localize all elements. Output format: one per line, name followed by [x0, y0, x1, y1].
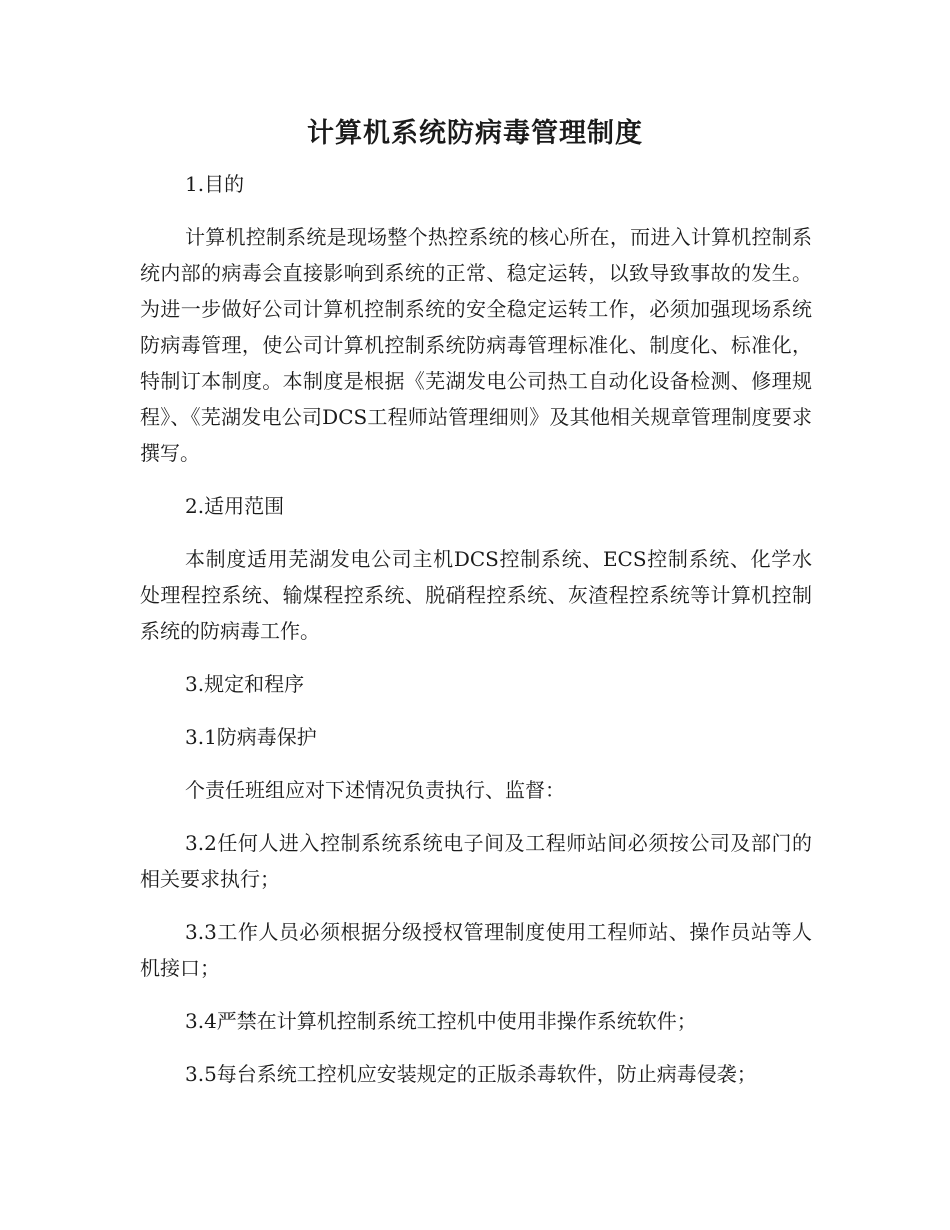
section-heading-rules: 3.规定和程序 — [185, 672, 305, 696]
section-heading-purpose: 1.目的 — [185, 172, 245, 196]
document-title: 计算机系统防病毒管理制度 — [307, 118, 643, 149]
section-heading-scope: 2.适用范围 — [185, 494, 285, 518]
paragraph-rule-3-3: 3.3工作人员必须根据分级授权管理制度使用工程师站、操作员站等人机接口； — [140, 920, 812, 980]
paragraph-purpose-body: 计算机控制系统是现场整个热控系统的核心所在，而进入计算机控制系统内部的病毒会直接影响到系统的正常、稳定运转，以致导致事故的发生。为进一步做好公司计算机控制系统的安全稳定运转工作，必须加强现场系统防病毒管理，使公司计算机控制系统防病毒管理标准化、制度化、标准化，特制订本制度。本制度是根据《芜湖发电公司热工自动化设备检测、修理规程》、《芜湖发电公司DCS工程师站管理细则》及其他相关规章管理制度要求撰写。 — [140, 225, 812, 465]
paragraph-scope-body: 本制度适用芜湖发电公司主机DCS控制系统、ECS控制系统、化学水处理程控系统、输煤程控系统、脱硝程控系统、灰渣程控系统等计算机控制系统的防病毒工作。 — [140, 547, 812, 643]
document-body — [140, 166, 812, 1109]
paragraph-rule-3-5: 3.5每台系统工控机应安装规定的正版杀毒软件，防止病毒侵袭； — [185, 1062, 757, 1086]
paragraph-rule-3-4: 3.4严禁在计算机控制系统工控机中使用非操作系统软件； — [185, 1009, 697, 1033]
subsection-heading-antivirus: 3.1防病毒保护 — [185, 725, 317, 749]
paragraph-rule-3-2: 3.2任何人进入控制系统系统电子间及工程师站间必须按公司及部门的相关要求执行； — [140, 831, 812, 891]
paragraph-responsibility: 个责任班组应对下述情况负责执行、监督： — [185, 778, 565, 802]
